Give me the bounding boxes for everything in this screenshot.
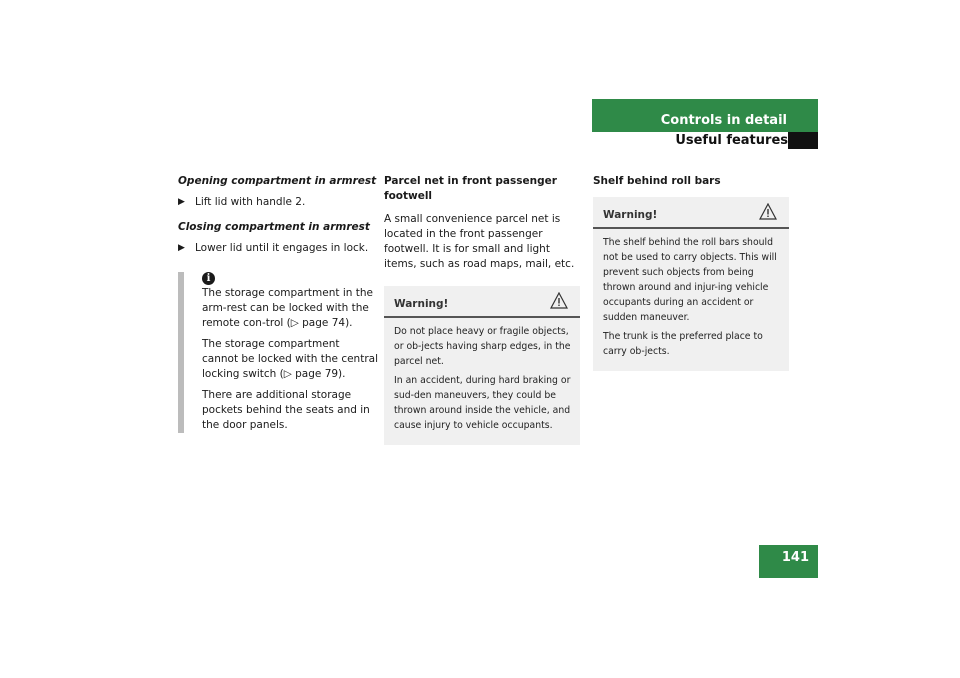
warning-paragraph: The trunk is the preferred place to carry ob-jects.: [603, 331, 763, 357]
warning-header: [593, 197, 789, 229]
section-marker: [788, 132, 818, 149]
note-line: The storage compartment in the arm-rest can be locked with the remote con-trol (▷ page 74).: [202, 287, 373, 329]
warning-paragraph: The shelf behind the roll bars should not be used to carry objects. This will prevent such objects from being thrown around and injur-ing vehicle occupants during an accident or sudden maneuver.: [603, 237, 777, 323]
heading-opening-compartment: Opening compartment in armrest: [178, 175, 377, 187]
info-note: [178, 272, 378, 433]
section-header: [592, 132, 788, 149]
warning-paragraph: In an accident, during hard braking or sud-den maneuvers, they could be thrown around inside the vehicle, and cause injury to vehicle occupants.: [394, 375, 571, 431]
heading-closing-compartment: Closing compartment in armrest: [178, 221, 370, 233]
warning-triangle-icon: [550, 292, 568, 309]
step-close-text: Lower lid until it engages in lock.: [195, 242, 369, 254]
warning-box-parcel-net: [384, 286, 580, 445]
chapter-title: Controls in detail: [660, 113, 787, 128]
column-shelf: [593, 174, 789, 371]
step-close-lid: [178, 241, 378, 256]
page-number-box: [759, 545, 818, 578]
warning-box-shelf: [593, 197, 789, 371]
note-line: The storage compartment cannot be locked with the central locking switch (▷ page 79).: [202, 338, 378, 380]
warning-paragraph: Do not place heavy or fragile objects, or ob-jects having sharp edges, in the parcel net.: [394, 326, 571, 367]
info-icon: i: [202, 272, 215, 285]
warning-triangle-icon: [759, 203, 777, 220]
heading-shelf: Shelf behind roll bars: [593, 175, 721, 187]
column-parcel-net: [384, 174, 580, 445]
section-title: Useful features: [675, 133, 788, 148]
column-armrest: [178, 174, 378, 439]
parcel-net-body: A small convenience parcel net is located in the front passenger footwell. It is for small and light items, such as road maps, mail, etc.: [384, 213, 575, 270]
step-open-lid: [178, 195, 378, 210]
note-line: There are additional storage pockets behind the seats and in the door panels.: [202, 389, 370, 431]
warning-title: Warning!: [603, 209, 658, 221]
bullet-arrow-icon: ▶: [178, 243, 185, 253]
heading-parcel-net: Parcel net in front passenger footwell: [384, 175, 557, 202]
page-number: 141: [781, 550, 809, 565]
warning-body: [384, 318, 580, 433]
step-open-text: Lift lid with handle 2.: [195, 196, 306, 208]
warning-header: [384, 286, 580, 318]
warning-body: [593, 229, 789, 359]
bullet-arrow-icon: ▶: [178, 197, 185, 207]
warning-title: Warning!: [394, 298, 449, 310]
